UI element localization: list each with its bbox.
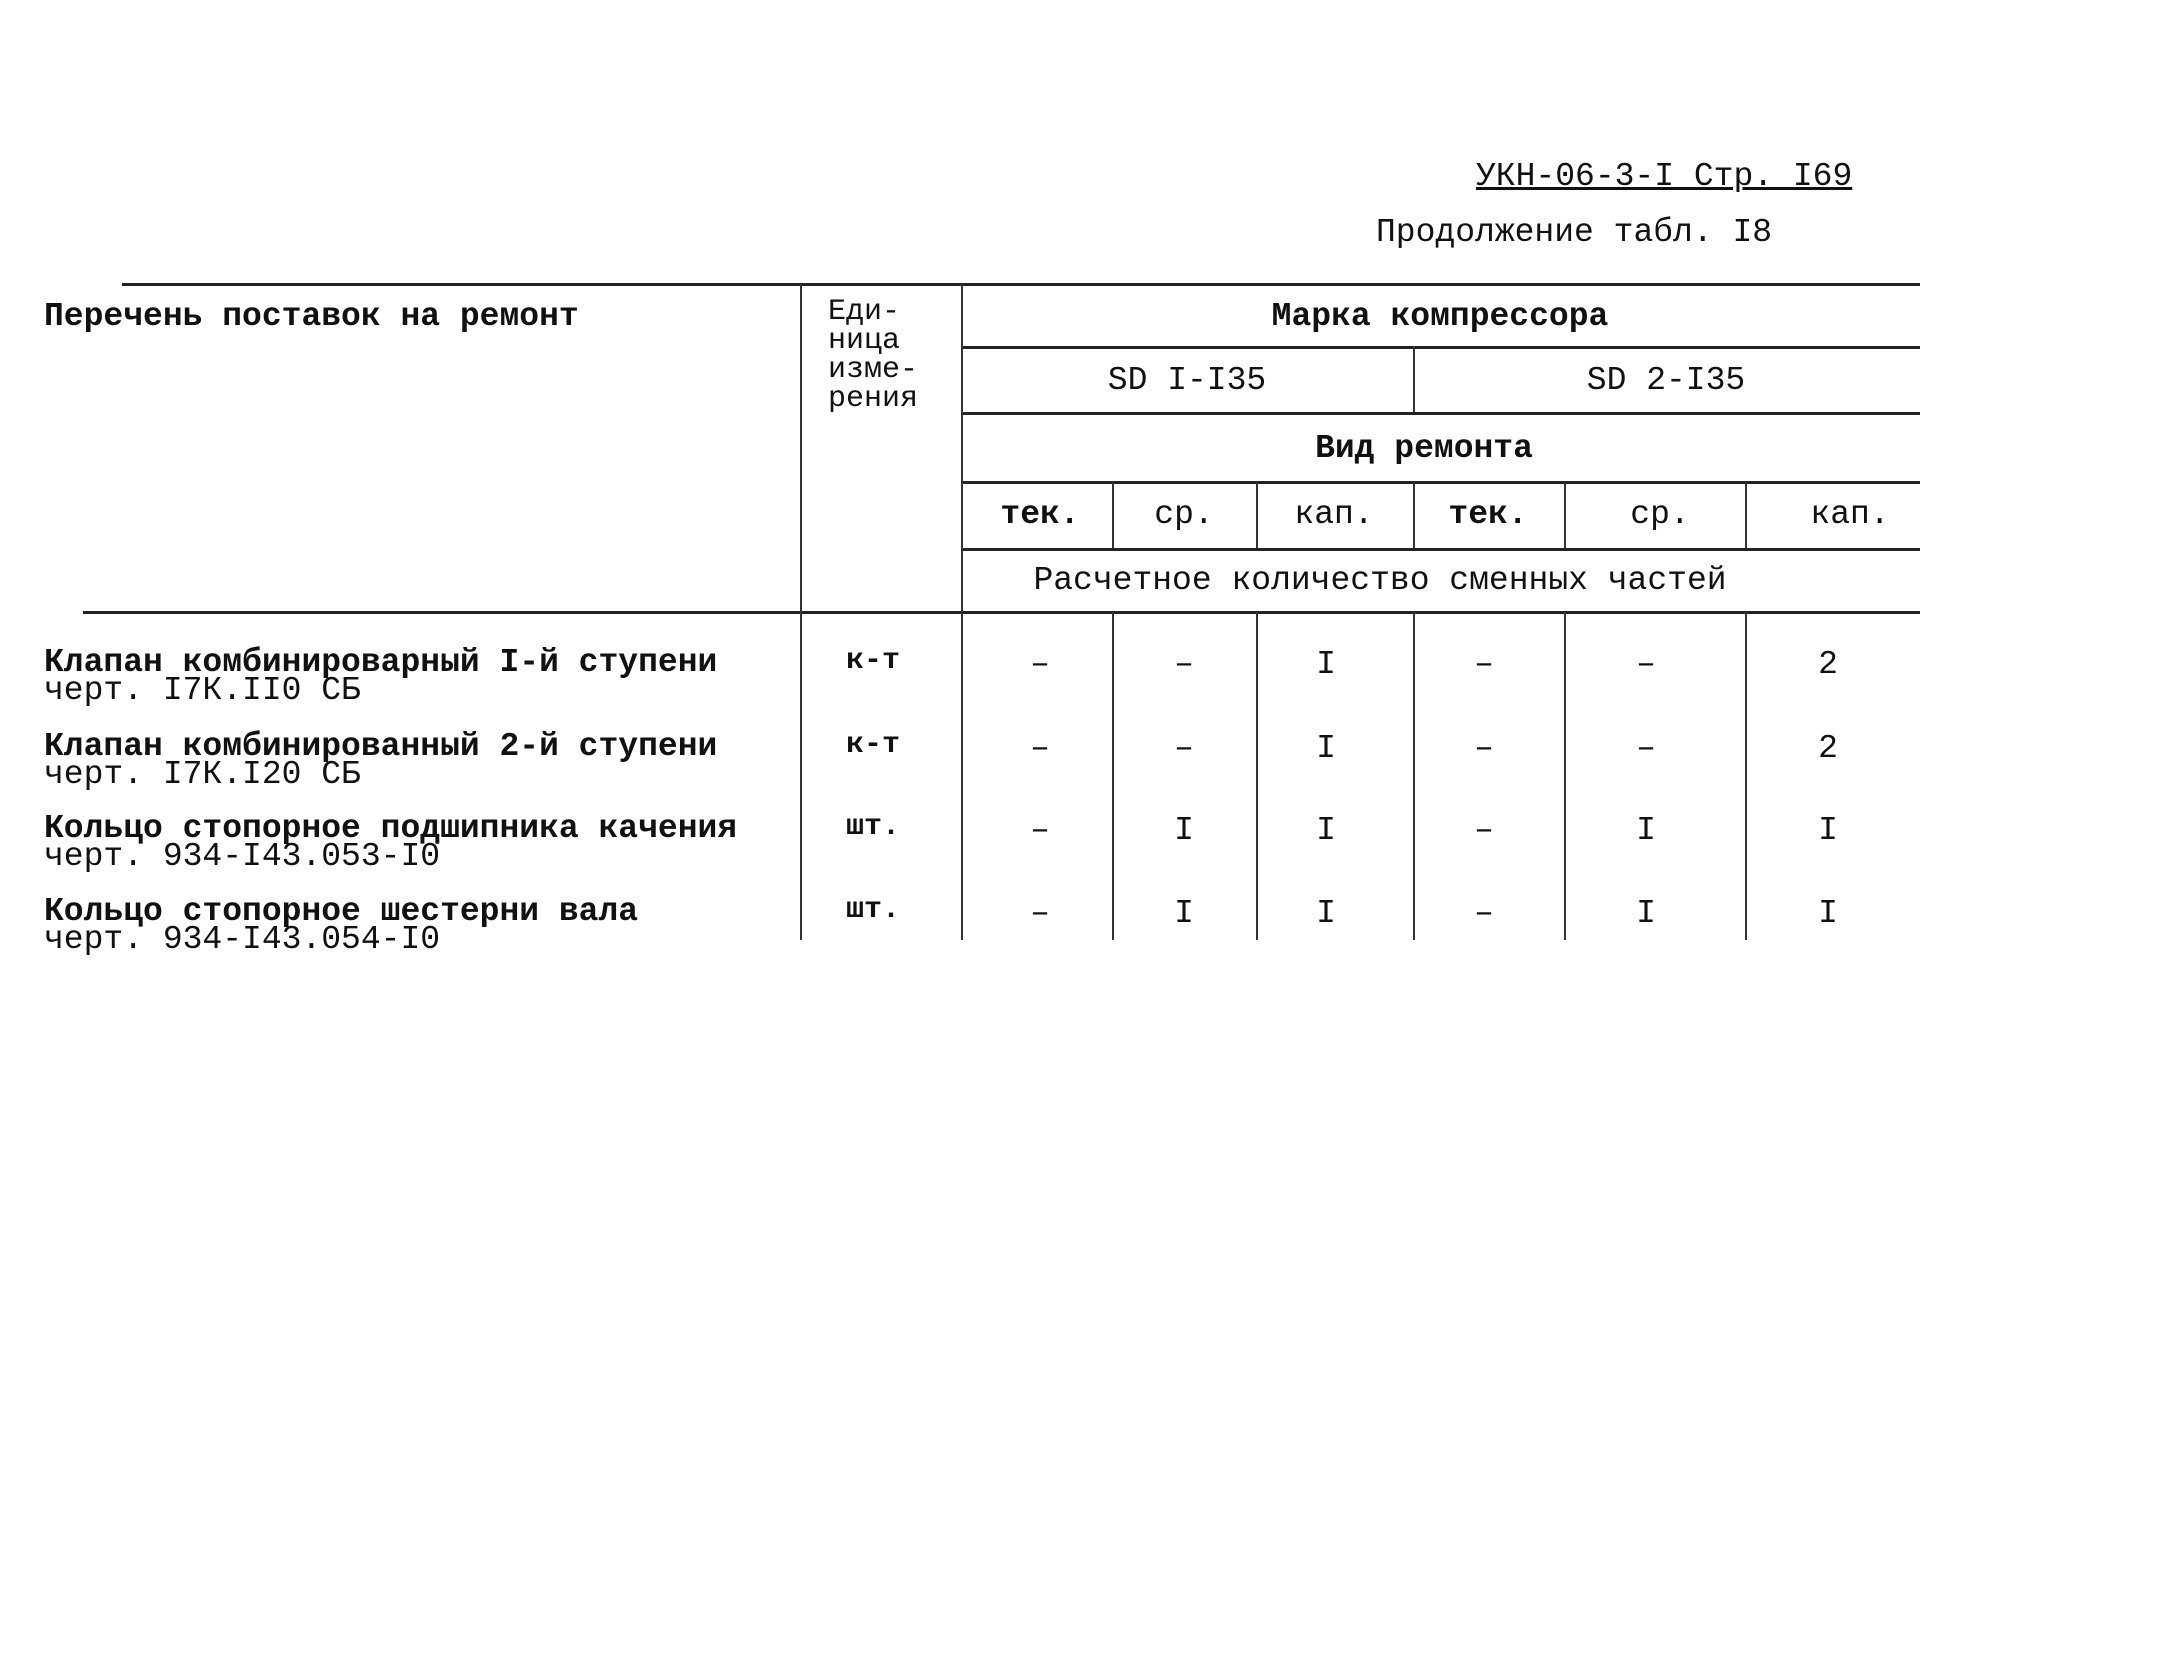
item-quantity: – bbox=[1030, 646, 1050, 683]
item-name: Клапан комбинироварный I-й ступени bbox=[44, 644, 718, 681]
header-unit bbox=[828, 295, 919, 416]
item-quantity: I bbox=[1174, 895, 1194, 932]
item-quantity: 2 bbox=[1818, 730, 1838, 767]
header-repair-type: Вид ремонта bbox=[1315, 430, 1533, 467]
header-unit-line: изме- bbox=[828, 353, 919, 387]
header-model-2: SD 2-I35 bbox=[1586, 362, 1746, 399]
item-drawing: черт. 934-I43.054-I0 bbox=[44, 921, 441, 958]
header-model-1: SD I-I35 bbox=[1107, 362, 1267, 399]
item-quantity: – bbox=[1030, 812, 1050, 849]
item-unit: шт. bbox=[846, 893, 901, 927]
item-name: Клапан комбинированный 2-й ступени bbox=[44, 728, 718, 765]
item-quantity: I bbox=[1316, 646, 1336, 683]
header-repair-kind: тек. bbox=[1448, 496, 1528, 533]
header-unit-line: Еди- bbox=[828, 295, 901, 329]
header-item: Перечень поставок на ремонт bbox=[44, 298, 579, 335]
item-quantity: I bbox=[1174, 812, 1194, 849]
item-quantity: – bbox=[1474, 895, 1494, 932]
header-unit-line: ница bbox=[828, 324, 901, 358]
header-repair-kind: тек. bbox=[1000, 496, 1080, 533]
header-calc-qty: Расчетное количество сменных частей bbox=[1033, 562, 1727, 599]
item-unit: к-т bbox=[846, 644, 901, 678]
header-repair-kind: кап. bbox=[1810, 496, 1890, 533]
item-quantity: – bbox=[1174, 646, 1194, 683]
item-drawing: черт. I7К.I20 СБ bbox=[44, 756, 361, 793]
table-continuation: Продолжение табл. I8 bbox=[1376, 214, 1773, 251]
header-repair-kind: ср. bbox=[1154, 496, 1214, 533]
item-quantity: – bbox=[1474, 812, 1494, 849]
item-quantity: I bbox=[1636, 895, 1656, 932]
header-unit-line: рения bbox=[828, 382, 919, 416]
doc-code: УКН-06-3-I Стр. I69 bbox=[1476, 158, 1853, 195]
item-drawing: черт. 934-I43.053-I0 bbox=[44, 838, 441, 875]
item-name: Кольцо стопорное шестерни вала bbox=[44, 893, 639, 930]
item-unit: шт. bbox=[846, 810, 901, 844]
item-quantity: – bbox=[1474, 646, 1494, 683]
item-quantity: – bbox=[1636, 730, 1656, 767]
header-repair-kind: ср. bbox=[1630, 496, 1690, 533]
item-quantity: – bbox=[1474, 730, 1494, 767]
item-quantity: – bbox=[1030, 895, 1050, 932]
item-quantity: I bbox=[1316, 895, 1336, 932]
item-quantity: 2 bbox=[1818, 646, 1838, 683]
item-quantity: I bbox=[1818, 812, 1838, 849]
item-quantity: – bbox=[1030, 730, 1050, 767]
item-quantity: I bbox=[1636, 812, 1656, 849]
item-quantity: I bbox=[1316, 812, 1336, 849]
item-name: Кольцо стопорное подшипника качения bbox=[44, 810, 738, 847]
header-brand: Марка компрессора bbox=[1271, 298, 1609, 335]
item-quantity: – bbox=[1174, 730, 1194, 767]
item-quantity: I bbox=[1316, 730, 1336, 767]
header-repair-kind: кап. bbox=[1294, 496, 1374, 533]
item-quantity: I bbox=[1818, 895, 1838, 932]
item-quantity: – bbox=[1636, 646, 1656, 683]
item-unit: к-т bbox=[846, 728, 901, 762]
item-drawing: черт. I7К.II0 СБ bbox=[44, 672, 361, 709]
